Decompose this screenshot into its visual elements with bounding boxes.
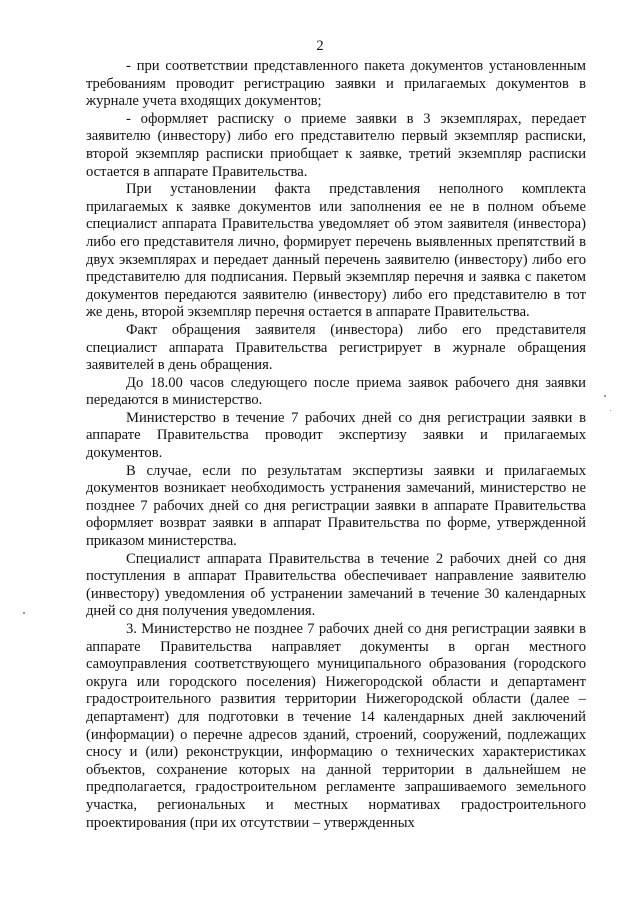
paragraph-appeal-registration: Факт обращения заявителя (инвестора) либо его представителя специалист аппарата Правительства регистрирует в журнале обращения заявителей в день обращения. xyxy=(86,321,586,374)
paragraph-registration: - при соответствии представленного пакета документов установленным требованиям проводит регистрацию заявки и прилагаемых документов в журнале учета входящих документов; xyxy=(86,58,586,110)
paragraph-transfer-deadline: До 18.00 часов следующего после приема заявок рабочего дня заявки передаются в министерство. xyxy=(86,374,586,409)
document-body xyxy=(86,58,586,832)
page-number: 2 xyxy=(316,38,324,54)
paragraph-notification: Специалист аппарата Правительства в течение 2 рабочих дней со дня поступления в аппарат Правительства обеспечивает направление заявителю (инвестору) уведомления об устранении замечаний в течение 30 календарных дней со дня получения уведомления. xyxy=(86,550,586,620)
paragraph-expertise: Министерство в течение 7 рабочих дней со дня регистрации заявки в аппарате Правительства проводит экспертизу заявки и прилагаемых документов. xyxy=(86,409,586,462)
scan-speck xyxy=(610,410,611,411)
scan-speck xyxy=(604,395,606,397)
paragraph-remarks-return: В случае, если по результатам экспертизы заявки и прилагаемых документов возникает необходимость устранения замечаний, министерство не позднее 7 рабочих дней со дня регистрации заявки в аппарате Правительства оформляет возврат заявки в аппарат Правительства по форме, утвержденной приказом министерства. xyxy=(86,462,586,550)
scan-speck xyxy=(23,612,25,614)
paragraph-section-3: 3. Министерство не позднее 7 рабочих дней со дня регистрации заявки в аппарате Правительства направляет документы в орган местного самоуправления соответствующего муниципального образования (городского округа или городского поселения) Нижегородской области и департамент градостроительного развития территории Нижегородской области (далее – департамент) для подготовки в течение 14 календарных дней заключений (информации) о перечне адресов зданий, строений, сооружений, подлежащих сносу и (или) реконструкции, информацию о технических характеристиках объектов, сохранение которых на данной территории в дальнейшем не предполагается, градостроительном регламенте запрашиваемого земельного участка, региональных и местных нормативах градостроительного проектирования (при их отсутствии – утвержденных xyxy=(86,621,586,831)
paragraph-incomplete-package: При установлении факта представления неполного комплекта прилагаемых к заявке документов или заполнения ее не в полном объеме специалист аппарата Правительства уведомляет об этом заявителя (инвестора) либо его представителя лично, формирует перечень выявленных препятствий в двух экземплярах и передает данный перечень заявителю (инвестору) либо его представителю для подписания. Первый экземпляр перечня и заявка с пакетом документов передаются заявителю (инвестору) либо его представителю в тот же день, второй экземпляр перечня остается в аппарате Правительства. xyxy=(86,181,586,321)
paragraph-receipt: - оформляет расписку о приеме заявки в 3 экземплярах, передает заявителю (инвестору) либо его представителю первый экземпляр расписки, второй экземпляр расписки приобщает к заявке, третий экземпляр расписки остается в аппарате Правительства. xyxy=(86,110,586,180)
